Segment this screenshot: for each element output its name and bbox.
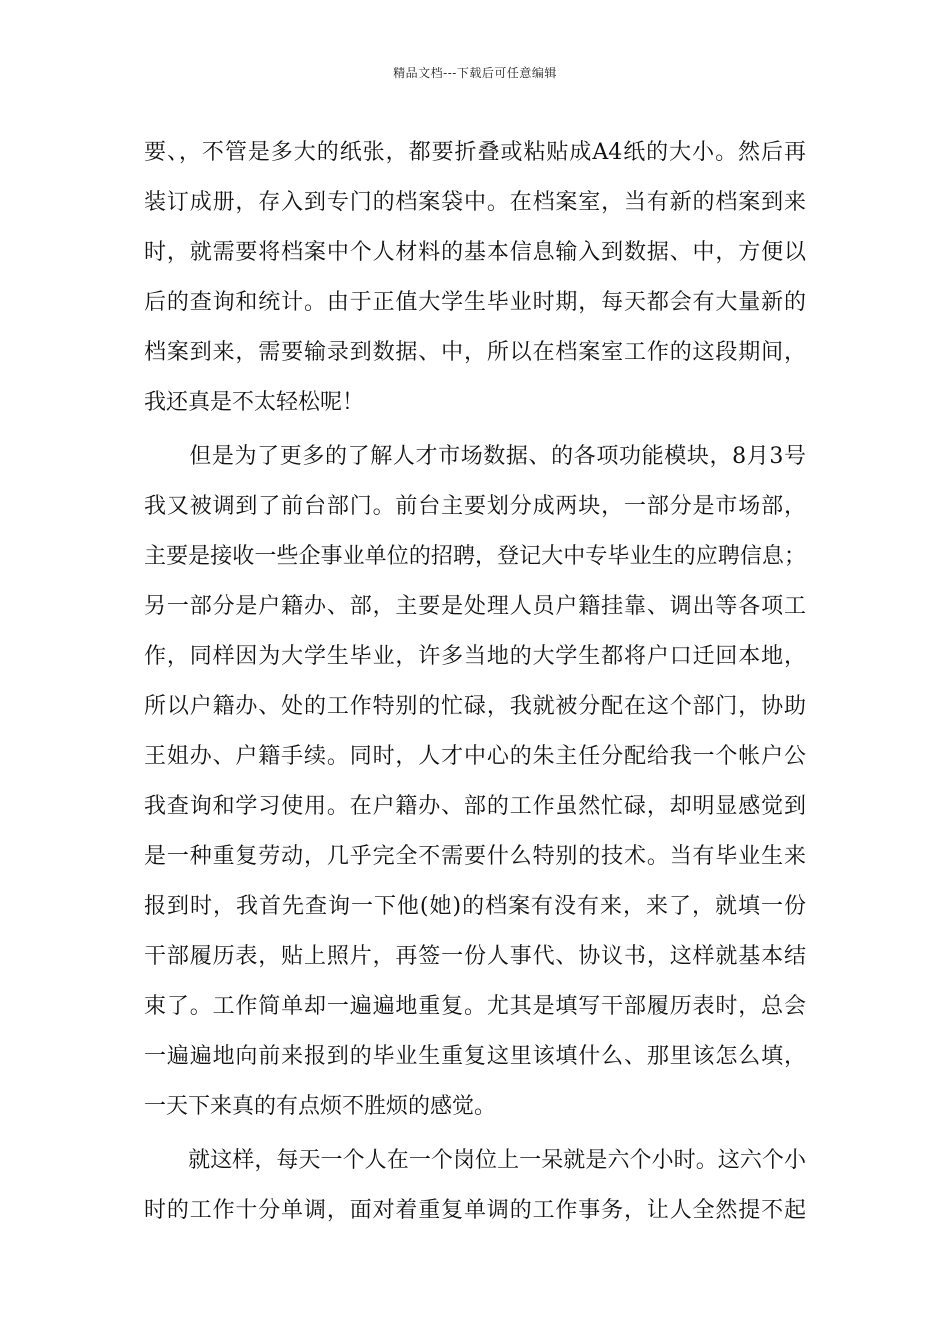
- text-line: 束了。工作简单却一遍遍地重复。尤其是填写干部履历表时，总会: [144, 994, 806, 1019]
- text-line: 就这样，每天一个人在一个岗位上一呆就是六个小时。这六个小: [144, 1148, 806, 1173]
- text-line: 一天下来真的有点烦不胜烦的感觉。: [144, 1094, 497, 1119]
- paragraph-3: [144, 1136, 806, 1236]
- text-line: 时的工作十分单调，面对着重复单调的工作事务，让人全然提不起: [144, 1198, 806, 1223]
- document-body: [144, 128, 806, 1240]
- text-line: 但是为了更多的了解人才市场数据、的各项功能模块，8月3号: [144, 444, 806, 469]
- text-line: 是一种重复劳动，几乎完全不需要什么特别的技术。当有毕业生来: [144, 844, 806, 869]
- text-line: 主要是接收一些企事业单位的招聘，登记大中专毕业生的应聘信息；: [144, 544, 806, 569]
- text-line: 我还真是不太轻松呢！: [144, 390, 365, 415]
- text-line: 报到时，我首先查询一下他(她)的档案有没有来，来了，就填一份: [144, 894, 806, 919]
- text-line: 档案到来，需要输录到数据、中，所以在档案室工作的这段期间，: [144, 340, 806, 365]
- paragraph-1: [144, 128, 806, 428]
- text-line: 装订成册，存入到专门的档案袋中。在档案室，当有新的档案到来: [144, 190, 806, 215]
- text-line: 一遍遍地向前来报到的毕业生重复这里该填什么、那里该怎么填，: [144, 1044, 806, 1069]
- text-line: 所以户籍办、处的工作特别的忙碌，我就被分配在这个部门，协助: [144, 694, 806, 719]
- text-line: 另一部分是户籍办、部，主要是处理人员户籍挂靠、调出等各项工: [144, 594, 806, 619]
- text-line: 时，就需要将档案中个人材料的基本信息输入到数据、中，方便以: [144, 240, 806, 265]
- text-line: 王姐办、户籍手续。同时，人才中心的朱主任分配给我一个帐户公: [144, 744, 806, 769]
- text-line: 我查询和学习使用。在户籍办、部的工作虽然忙碌，却明显感觉到: [144, 794, 806, 819]
- text-line: 干部履历表，贴上照片，再签一份人事代、协议书，这样就基本结: [144, 944, 806, 969]
- text-line: 要、，不管是多大的纸张，都要折叠或粘贴成A4纸的大小。然后再: [144, 140, 806, 165]
- text-line: 后的查询和统计。由于正值大学生毕业时期，每天都会有大量新的: [144, 290, 806, 315]
- text-line: 作，同样因为大学生毕业，许多当地的大学生都将户口迁回本地，: [144, 644, 806, 669]
- text-line: 我又被调到了前台部门。前台主要划分成两块，一部分是市场部，: [144, 494, 806, 519]
- paragraph-2: [144, 432, 806, 1132]
- page-header: 精品文档---下载后可任意编辑: [393, 66, 557, 80]
